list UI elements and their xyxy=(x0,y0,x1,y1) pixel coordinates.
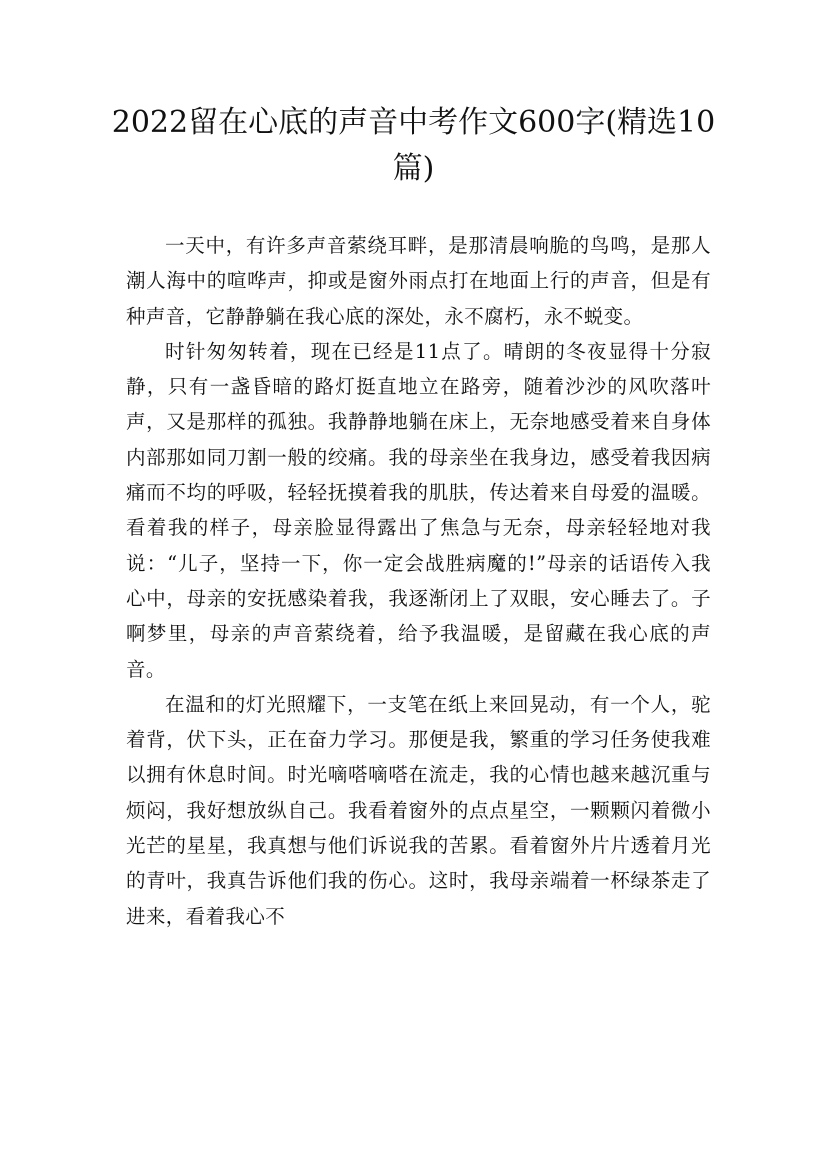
paragraph-1: 一天中，有许多声音萦绕耳畔，是那清晨响脆的鸟鸣，是那人潮人海中的喧哗声，抑或是窗外雨点打在地面上行的声音，但是有种声音，它静静躺在我心底的深处，永不腐朽，永不蜕变。 xyxy=(126,234,711,328)
document-title: 2022留在心底的声音中考作文600字(精选10篇) xyxy=(111,105,716,186)
document-body xyxy=(126,228,711,934)
paragraph-3: 在温和的灯光照耀下，一支笔在纸上来回晃动，有一个人，驼着背，伏下头，正在奋力学习。那便是我，繁重的学习任务使我难以拥有休息时间。时光嘀嗒嘀嗒在流走，我的心情也越来越沉重与烦闷，我好想放纵自己。我看着窗外的点点星空，一颗颗闪着微小光芒的星星，我真想与他们诉说我的苦累。看着窗外片片透着月光的青叶，我真告诉他们我的伤心。这时，我母亲端着一杯绿茶走了进来，看着我心不 xyxy=(126,692,711,928)
paragraph-2: 时针匆匆转着，现在已经是11点了。晴朗的冬夜显得十分寂静，只有一盏昏暗的路灯挺直地立在路旁，随着沙沙的风吹落叶声，又是那样的孤独。我静静地躺在床上，无奈地感受着来自身体内部那如同刀割一般的绞痛。我的母亲坐在我身边，感受着我因病痛而不均的呼吸，轻轻抚摸着我的肌肤，传达着来自母爱的温暖。看着我的样子，母亲脸显得露出了焦急与无奈，母亲轻轻地对我说：“儿子，坚持一下，你一定会战胜病魔的!”母亲的话语传入我心中，母亲的安抚感染着我，我逐渐闭上了双眼，安心睡去了。子啊梦里，母亲的声音萦绕着，给予我温暖，是留藏在我心底的声音。 xyxy=(126,339,711,681)
